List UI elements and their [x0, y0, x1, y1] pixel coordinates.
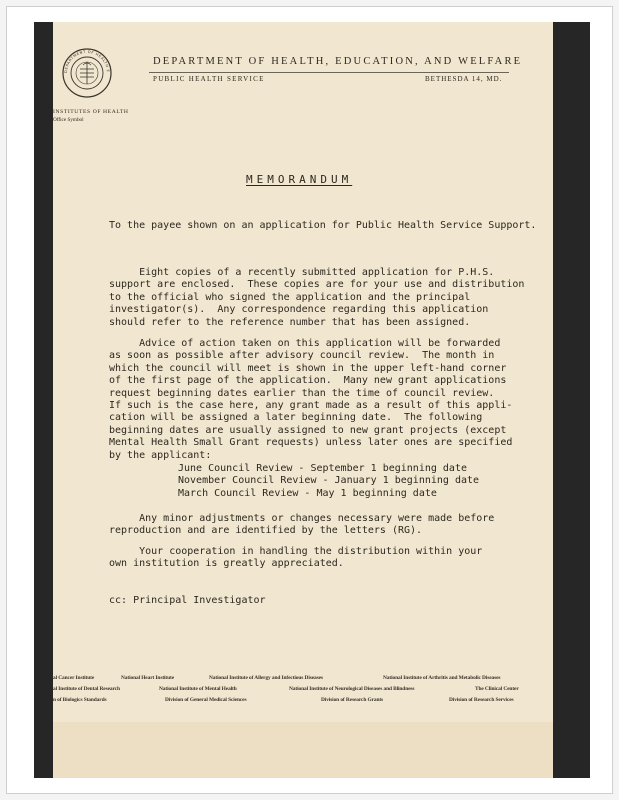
institutes-footer	[53, 670, 553, 710]
footer-institute: National Institute of Allergy and Infectious Diseases	[209, 675, 323, 681]
memo-page	[53, 22, 553, 722]
schedule-item: November Council Review - January 1 beginning date	[178, 475, 480, 487]
footer-institute: National Institute of Neurological Diseases and Blindness	[289, 686, 415, 692]
paragraph-adjustments: Any minor adjustments or changes necessary were made before reproduction and are identified by the letters (RG).	[109, 513, 495, 537]
memo-title: MEMORANDUM	[246, 173, 353, 186]
footer-institute: n of Biologics Standards	[53, 697, 107, 703]
footer-institute: al Cancer Institute	[53, 675, 95, 681]
schedule-item: March Council Review - May 1 beginning date	[178, 487, 437, 499]
paragraph-cooperation: Your cooperation in handling the distribution within your own institution is greatly appreciated.	[109, 546, 483, 570]
council-schedule	[178, 463, 479, 500]
department-heading: DEPARTMENT OF HEALTH, EDUCATION, AND WELFARE	[153, 56, 523, 67]
office-symbol-label: Office Symbol	[53, 117, 84, 123]
footer-institute: Division of General Medical Sciences	[165, 697, 247, 703]
cc-line: cc: Principal Investigator	[109, 595, 266, 606]
addressee-line: To the payee shown on an application for Public Health Service Support.	[109, 220, 537, 231]
footer-institute: The Clinical Center	[475, 686, 519, 692]
footer-institute: National Institute of Arthritis and Metabolic Diseases	[383, 675, 501, 681]
paragraph-advice: Advice of action taken on this application will be forwarded as soon as possible after advisory council review. The month in which the council will meet is shown in the upper left-hand corner of the first page of the application. Many new grant applications request beginning dates earlier than the time of council review. If such is the case here, any grant made as a result of this appli- cation will be assigned a later beginning date. The following beginning dates are usually assigned to new grant projects (except Mental Health Small Grant requests) unless later ones are specified by the applicant:	[109, 338, 513, 461]
location: BETHESDA 14, MD.	[425, 75, 503, 83]
institute-label: INSTITUTES OF HEALTH	[53, 109, 129, 115]
footer-institute: Division of Research Grants	[321, 697, 384, 703]
footer-institute: National Institute of Mental Health	[159, 686, 237, 692]
paragraph-copies: Eight copies of a recently submitted application for P.H.S. support are enclosed. These copies are for your use and distribution to the official who signed the application and the principal investigator(s). Any correspondence regarding this application should refer to the reference number that has been assigned.	[109, 267, 525, 328]
schedule-item: June Council Review - September 1 beginning date	[178, 463, 467, 474]
footer-institute: al Institute of Dental Research	[53, 686, 120, 692]
paper-bottom-edge	[53, 722, 553, 778]
seal-text: DEPARTMENT OF HEALTH E	[63, 49, 111, 74]
letterhead-rule	[149, 72, 509, 73]
service-name: PUBLIC HEALTH SERVICE	[153, 75, 265, 83]
footer-institute: Division of Research Services	[449, 697, 514, 703]
footer-institute: National Heart Institute	[121, 675, 174, 681]
department-seal-icon	[61, 47, 113, 99]
